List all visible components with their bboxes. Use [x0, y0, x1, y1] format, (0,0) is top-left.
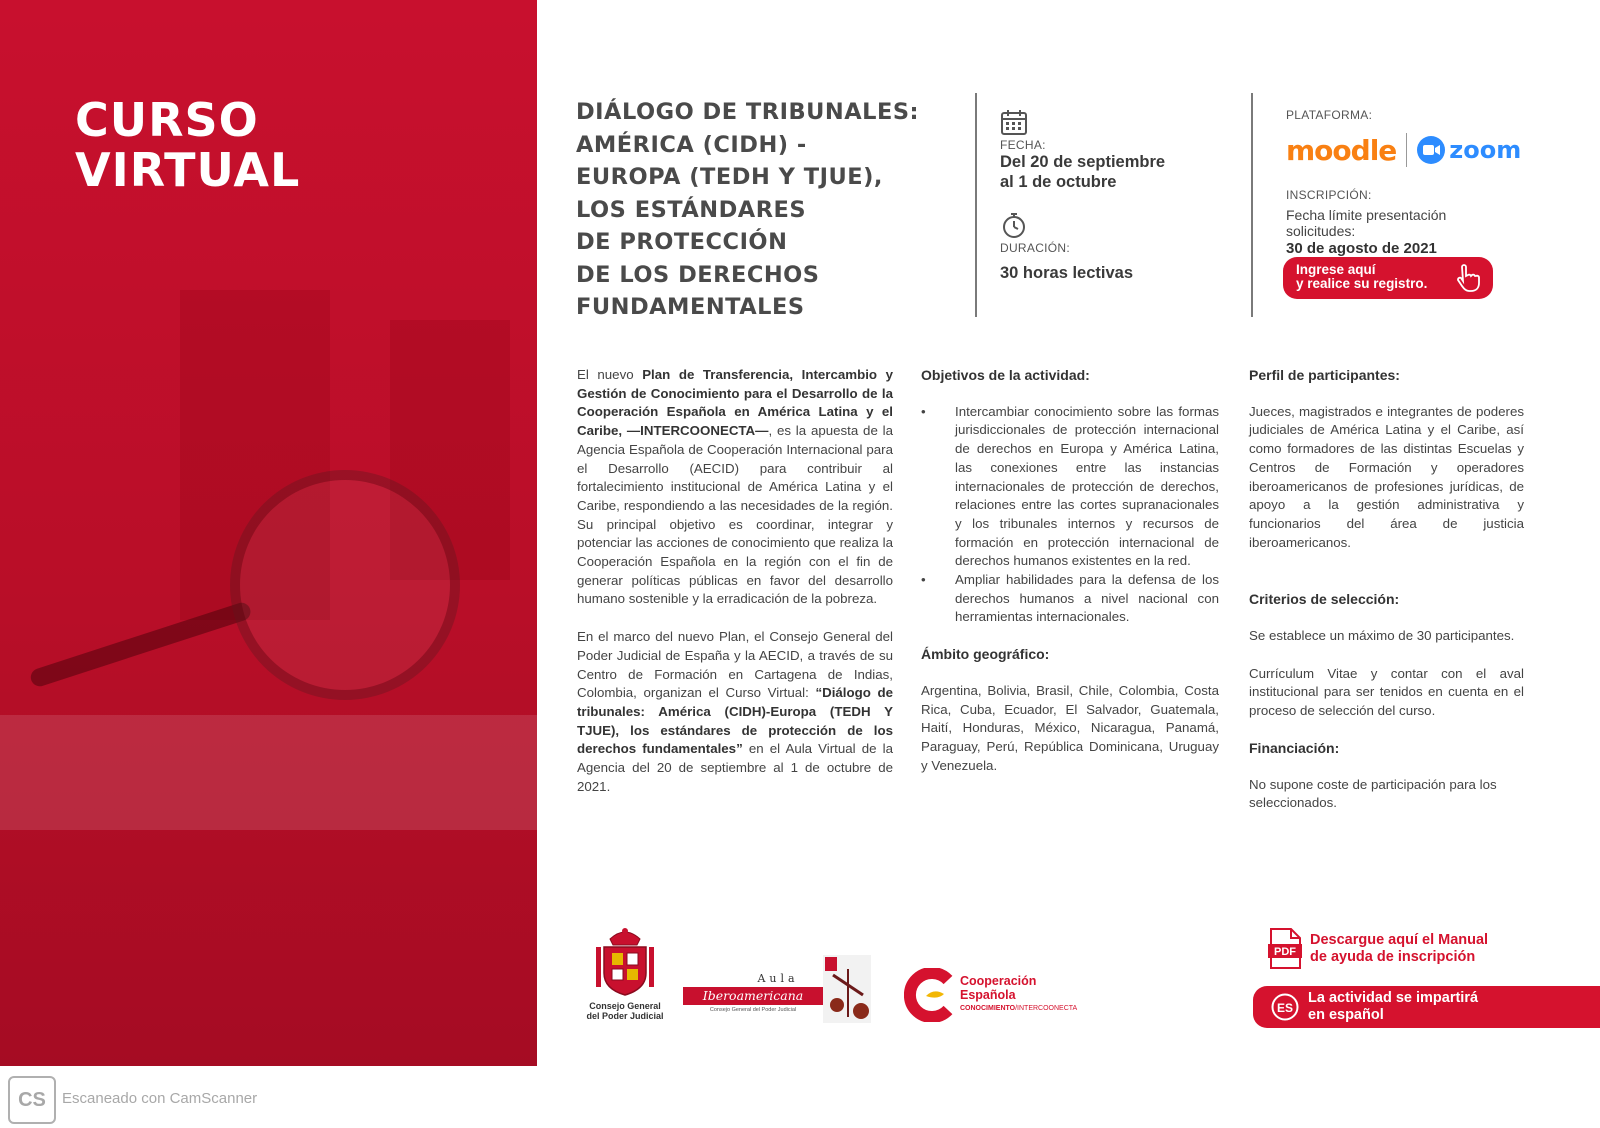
- funding-text: No supone coste de participación para los seleccionados.: [1249, 776, 1497, 811]
- geographic-heading: Ámbito geográfico:: [921, 646, 1050, 663]
- date-end: al 1 de octubre: [1000, 173, 1117, 191]
- platform-info: [1286, 108, 1546, 257]
- camscanner-text: Escaneado con CamScanner: [62, 1090, 258, 1107]
- cooperacion-espanola-logo: Cooperación Española CONOCIMIENTO/INTERCOONECTA: [904, 968, 1104, 1024]
- duration-label: DURACIÓN:: [1000, 241, 1071, 255]
- objectives-column: [921, 366, 1219, 775]
- aula-iberoamericana-logo: Aula Iberoamericana Consejo General del Poder Judicial: [683, 955, 873, 1025]
- objective-item: • Intercambiar conocimiento sobre las formas jurisdiccionales de protección internacional de derechos en Europa y América Latina, las conexiones entre las instancias internacionales de protección de derechos, relaciones entre las cortes supranacionales y los tribunales internos y recursos de formación en protección internacional de derechos humanos existentes en la red.: [921, 403, 1219, 571]
- cgpj-logo: Consejo General del Poder Judicial: [585, 925, 665, 1021]
- deadline-text: Fecha límite presentación solicitudes:: [1286, 207, 1447, 239]
- criteria-text: Se establece un máximo de 30 participantes.: [1249, 628, 1515, 644]
- date-info: [1000, 108, 1240, 192]
- moodle-logo: moodle: [1286, 133, 1397, 167]
- profile-heading: Perfil de participantes:: [1249, 367, 1400, 383]
- date-label: FECHA:: [1000, 138, 1046, 152]
- scales-of-justice-icon: [823, 955, 871, 1023]
- pdf-file-icon: [1268, 928, 1302, 970]
- criteria-heading: Criterios de selección:: [1249, 591, 1400, 608]
- divider: [1251, 93, 1253, 317]
- plan-paragraph: En el marco del nuevo Plan, el Consejo General del Poder Judicial de España y la AECID, a través de su Centro de Formación en Cartagena de Indias, Colombia, organizan el Curso Virtual: “Diálogo de tribunales: América (CIDH)-Europa (TEDH Y TJUE), los estándares de protección de los derechos fundamentales” en el Aula Virtual de la Agencia del 20 de septiembre al 1 de octubre de 2021.: [577, 629, 893, 794]
- inscription-label: INSCRIPCIÓN:: [1286, 188, 1372, 202]
- profile-text: Jueces, magistrados e integrantes de poderes judiciales de América Latina y el Caribe, así como formadores de las distintas Escuelas y Centros de Formación y operadores iberoamericanos de profesiones jurídicas, de apoyo a la gestión administrativa y funcionarios del área de justicia iberoamericanos.: [1249, 403, 1524, 550]
- cover-image-panel: [0, 0, 537, 1066]
- participants-column: [1249, 366, 1524, 813]
- camscanner-logo: CS: [8, 1076, 56, 1124]
- funding-heading: Financiación:: [1249, 739, 1340, 756]
- platform-label: PLATAFORMA:: [1286, 108, 1373, 122]
- register-button[interactable]: Ingrese aquí y realice su registro.: [1283, 257, 1493, 299]
- deadline-date: 30 de agosto de 2021: [1286, 240, 1437, 257]
- svg-text:PDF: PDF: [1274, 946, 1296, 958]
- language-badge: ES La actividad se impartirá en español: [1253, 986, 1600, 1028]
- intro-paragraph: El nuevo Plan de Transferencia, Intercambio y Gestión de Conocimiento para el Desarrollo de la Cooperación Española en América Latina y el Caribe, —INTERCOONECTA—, es la apuesta de la Agencia Española de Cooperación Internacional para el Desarrollo (AECID) para contribuir al fortalecimiento institucional de América Latina y el Caribe, respondiendo a las necesidades de la región. Su principal objetivo es coordinar, integrar y potenciar las acciones de conocimiento que realiza la Cooperación Española en la región con el fin de generar políticas públicas en favor del desarrollo humano sostenible y la erradicación de la pobreza.: [577, 367, 893, 607]
- objective-item: • Ampliar habilidades para la defensa de los derechos humanos a nivel nacional con herramientas internacionales.: [921, 571, 1219, 627]
- course-type-banner: CURSO VIRTUAL: [75, 93, 301, 197]
- geographic-text: Argentina, Bolivia, Brasil, Chile, Colombia, Costa Rica, Cuba, Ecuador, El Salvador, Guatemala, Haití, Honduras, México, Nicaragua, Panamá, Paraguay, Perú, República Dominicana, Uruguay y Venezuela.: [921, 682, 1219, 773]
- scanner-watermark: [0, 1070, 1600, 1128]
- intro-column: [577, 366, 893, 796]
- course-title: DIÁLOGO DE TRIBUNALES: AMÉRICA (CIDH) - EUROPA (TEDH Y TJUE), LOS ESTÁNDARES DE PROTECCIÓN DE LOS DERECHOS FUNDAMENTALES: [576, 99, 920, 320]
- magnifier-handle: [28, 600, 252, 688]
- download-manual-link[interactable]: PDF Descargue aquí el Manual de ayuda de inscripción: [1268, 928, 1528, 970]
- objectives-heading: Objetivos de la actividad:: [921, 367, 1090, 383]
- pointer-hand-icon: [1453, 263, 1481, 293]
- criteria-text: Currículum Vitae y contar con el aval institucional para ser tenidos en cuenta en el proceso de selección del curso.: [1249, 665, 1524, 719]
- zoom-logo: zoom: [1449, 136, 1522, 164]
- language-es-icon: [1271, 993, 1299, 1021]
- zoom-icon: [1417, 136, 1445, 164]
- logo-divider: [1406, 133, 1407, 167]
- magnifying-glass-icon: [230, 470, 460, 700]
- divider: [975, 93, 977, 317]
- coat-of-arms-icon: [590, 925, 660, 999]
- duration-info: [1000, 211, 1240, 283]
- svg-text:ES: ES: [1276, 1001, 1294, 1015]
- stopwatch-icon: [1000, 211, 1028, 239]
- cooperacion-c-icon: [904, 968, 954, 1022]
- book-shape: [0, 715, 537, 830]
- calendar-icon: [1000, 108, 1028, 136]
- date-start: Del 20 de septiembre: [1000, 153, 1166, 171]
- duration-value: 30 horas lectivas: [1000, 264, 1133, 282]
